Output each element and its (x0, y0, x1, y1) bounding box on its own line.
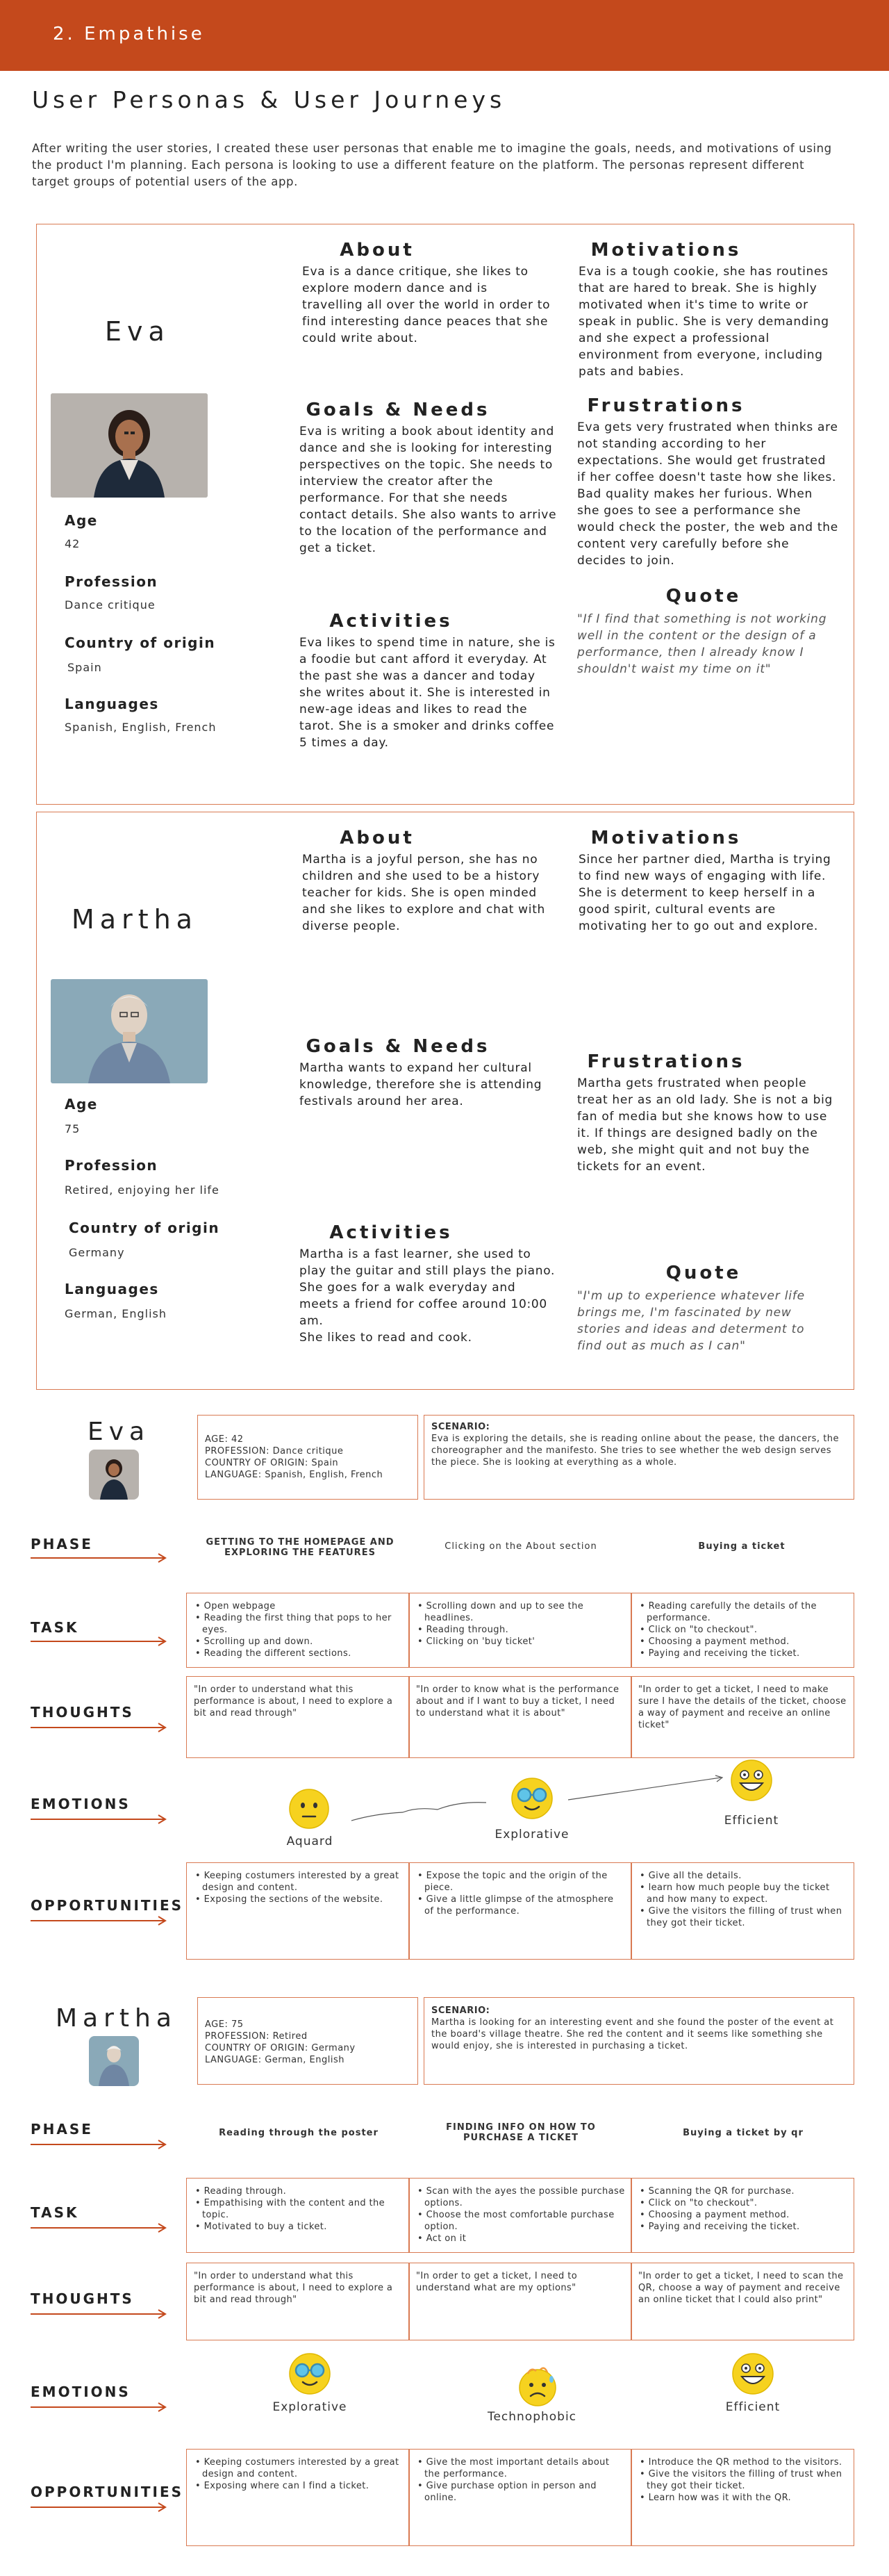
task-cell (631, 1593, 854, 1668)
country-label: Country of origin (69, 1220, 220, 1236)
list-item: • Act on it (417, 2233, 626, 2245)
arrow-right-icon (31, 1915, 167, 1926)
info-profession: PROFESSION: Dance critique (205, 1446, 344, 1457)
list-item: • learn how much people buy the ticket and how many to expect. (640, 1882, 848, 1905)
opportunities-label: OPPORTUNITIES (31, 1897, 184, 1914)
list-item: • Choosing a payment method. (640, 1636, 848, 1648)
list-item: • Click on "to checkout". (640, 2197, 848, 2209)
list-item: • Give the visitors the filling of trust when they got their ticket. (640, 1905, 848, 1929)
emotions-label: EMOTIONS (31, 1796, 131, 1812)
info-age: AGE: 42 (205, 1434, 244, 1445)
task-cell (408, 1593, 632, 1668)
list-item: • Choosing a payment method. (640, 2209, 848, 2221)
list-item: • Scan with the ayes the possible purchase options. (417, 2185, 626, 2209)
phase-label: PHASE (31, 2121, 93, 2138)
emotion-label: Explorative (495, 1828, 570, 1841)
info-country: COUNTRY OF ORIGIN: Spain (205, 1458, 339, 1468)
section-title: 2. Empathise (53, 24, 205, 44)
list-item: • Scanning the QR for purchase. (640, 2185, 848, 2197)
list-item: • Exposing where can I find a ticket. (195, 2480, 404, 2492)
scenario-text: Martha is looking for an interesting event and she found the poster of the event at the board's village theatre. She red the content and it seems like something she would enjoy, she is interested in purchasing a ticket. (431, 2017, 834, 2051)
list-item: • Clicking on 'buy ticket' (417, 1636, 626, 1648)
scenario-title: SCENARIO: (431, 2005, 490, 2016)
activities-heading: Activities (329, 1222, 453, 1243)
quote-heading: Quote (665, 586, 742, 607)
task-cell (186, 2178, 410, 2253)
motivations-text: Eva is a tough cookie, she has routines that are hared to break. She is highly motivated when it's time to write or speak in public. She is very demanding and she expect a professional environment from everyone, including pats and babies. (579, 265, 829, 379)
emotion-label: Efficient (724, 1814, 779, 1828)
arrow-right-icon (31, 1636, 167, 1647)
activities-heading: Activities (329, 611, 453, 632)
goals-text: Eva is writing a book about identity and dance and she is looking for interesting perspectives on the topic. She needs to interview the creator after the performance. For that she needs contact details. She also wants to arrive to the location of the performance and get a ticket. (299, 425, 557, 555)
task-label: TASK (31, 2204, 79, 2221)
arrow-right-icon (31, 1552, 167, 1564)
task-cell (631, 2178, 854, 2253)
page-title: User Personas & User Journeys (32, 86, 506, 113)
task-label: TASK (31, 1619, 79, 1636)
list-item: • Empathising with the content and the topic. (195, 2197, 404, 2221)
list-item: • Give the visitors the filling of trust when they got their ticket. (640, 2468, 848, 2492)
list-item: • Give purchase option in person and online. (417, 2480, 626, 2504)
goals-text: Martha wants to expand her cultural knowledge, therefore she is attending festivals around her area. (299, 1061, 542, 1108)
emotion-curve (347, 1771, 736, 1826)
motivations-text: Since her partner died, Martha is trying to find new ways of engaging with life. She is determent to keep herself in a good spirit, cultural events are motivating her to go out and explore. (579, 853, 831, 933)
scenario-box (424, 1997, 854, 2085)
list-item: • Reading carefully the details of the performance. (640, 1600, 848, 1624)
avatar (89, 2036, 139, 2086)
activities-text: Martha is a fast learner, she used to play the guitar and still plays the piano. She goes for a walk everyday and meets a friend for coffee around 10:00 am. She likes to read and cook. (299, 1247, 556, 1345)
phase-title: FINDING INFO ON HOW TO PURCHASE A TICKET (446, 2122, 596, 2143)
country-value: Spain (67, 661, 102, 674)
persona-photo (51, 979, 208, 1083)
country-value: Germany (69, 1246, 125, 1259)
journey-persona-name: Martha (56, 2004, 177, 2033)
thought-text: "In order to get a ticket, I need to make sure I have the details of the ticket, choose a way of payment and receive an online ticket" (638, 1684, 847, 1730)
thought-cell (186, 1676, 410, 1758)
persona-info-box (197, 1415, 418, 1500)
section-header (0, 0, 889, 71)
info-language: LANGUAGE: German, English (205, 2055, 344, 2065)
task-cell (186, 1593, 410, 1668)
thought-cell (631, 2263, 854, 2340)
info-language: LANGUAGE: Spanish, English, French (205, 1470, 383, 1480)
list-item: • Give the most important details about the performance. (417, 2456, 626, 2480)
list-item: • Give all the details. (640, 1870, 848, 1882)
arrow-right-icon (31, 2402, 167, 2413)
profession-value: Dance critique (65, 598, 156, 612)
persona-photo (51, 393, 208, 498)
list-item: • Scrolling up and down. (195, 1636, 404, 1648)
emotion-label: Explorative (272, 2400, 347, 2414)
phase-title: Reading through the poster (219, 2128, 379, 2138)
thought-cell (408, 1676, 632, 1758)
thought-cell (631, 1676, 854, 1758)
thought-text: "In order to understand what this performance is about, I need to explore a bit and read through" (194, 1684, 393, 1718)
thought-cell (186, 2263, 410, 2340)
emotion-label: Aquard (286, 1835, 333, 1848)
scenario-title: SCENARIO: (431, 1422, 490, 1432)
list-item: • Paying and receiving the ticket. (640, 1648, 848, 1659)
languages-label: Languages (65, 1281, 159, 1297)
list-item: • Scrolling down and up to see the headlines. (417, 1600, 626, 1624)
languages-value: German, English (65, 1307, 167, 1320)
worried-face-icon (515, 2364, 560, 2409)
list-item: • Give a little glimpse of the atmosphere of the performance. (417, 1894, 626, 1917)
frustrations-text: Eva gets very frustrated when thinks are not standing according to her expectations. She would get frustrated if her coffee doesn't taste how she likes. Bad quality makes her furious. When she goes to see a performance she would check the poster, the web and the content very carefully before she decides to join. (577, 420, 838, 568)
list-item: • Reading through. (417, 1624, 626, 1636)
scenario-text: Eva is exploring the details, she is reading online about the pease, the dancers, the choreographer and the manifesto. She tries to see whether the web design serves the piece. She is looking at everything as a whole. (431, 1434, 840, 1468)
opportunity-cell (631, 2449, 854, 2546)
arrow-right-icon (31, 1722, 167, 1733)
languages-label: Languages (65, 696, 159, 712)
about-text: Martha is a joyful person, she has no children and she used to be a history teacher for kids. She is open minded and she likes to explore and chat with diverse people. (302, 853, 546, 933)
arrow-right-icon (31, 2222, 167, 2233)
persona-card-martha (36, 812, 854, 1390)
age-label: Age (65, 1096, 98, 1113)
about-heading: About (340, 828, 415, 848)
list-item: • Reading through. (195, 2185, 404, 2197)
list-item: • Click on "to checkout". (640, 1624, 848, 1636)
phase-title: GETTING TO THE HOMEPAGE AND EXPLORING THE FEATURES (206, 1537, 394, 1558)
list-item: • Motivated to buy a ticket. (195, 2221, 404, 2233)
thought-text: "In order to know what is the performance about and if I want to buy a ticket, I need to understand what it is about" (416, 1684, 620, 1718)
arrow-right-icon (31, 2502, 167, 2513)
profession-value: Retired, enjoying her life (65, 1183, 219, 1197)
phase-title: Buying a ticket (698, 1541, 786, 1552)
age-value: 75 (65, 1122, 81, 1135)
scenario-box (424, 1415, 854, 1500)
emotion-label: Efficient (725, 2400, 781, 2414)
goals-heading: Goals & Needs (306, 1036, 490, 1057)
emotion-label: Technophobic (487, 2410, 577, 2424)
list-item: • Expose the topic and the origin of the piece. (417, 1870, 626, 1894)
task-cell (408, 2178, 632, 2253)
quote-heading: Quote (665, 1263, 742, 1283)
emotions-label: EMOTIONS (31, 2384, 131, 2400)
country-label: Country of origin (65, 634, 216, 651)
list-item: • Choose the most comfortable purchase option. (417, 2209, 626, 2233)
neutral-face-icon (288, 1787, 331, 1830)
persona-info-box (197, 1997, 418, 2085)
list-item: • Open webpage (195, 1600, 404, 1612)
thought-cell (408, 2263, 632, 2340)
languages-value: Spanish, English, French (65, 721, 217, 734)
arrow-right-icon (31, 1814, 167, 1825)
opportunity-cell (186, 2449, 410, 2546)
thoughts-label: THOUGHTS (31, 2290, 134, 2307)
profession-label: Profession (65, 1157, 158, 1174)
opportunity-cell (408, 2449, 632, 2546)
info-age: AGE: 75 (205, 2019, 244, 2030)
thought-text: "In order to get a ticket, I need to understand what are my options" (416, 2271, 578, 2293)
intro-text: After writing the user stories, I created these user personas that enable me to imagine the goals, needs, and motivations of using the product I'm planning. Each persona is looking to use a different feature on the platform. The personas represent different target groups of potential users of the app. (32, 142, 832, 188)
age-label: Age (65, 512, 98, 529)
thoughts-label: THOUGHTS (31, 1704, 134, 1721)
phase-title: Clicking on the About section (444, 1541, 597, 1552)
frustrations-text: Martha gets frustrated when people treat her as an old lady. She is not a big fan of media but she knows how to use it. If things are designed badly on the web, she might quit and not buy the tickets for an event. (577, 1076, 833, 1174)
persona-name: Eva (105, 316, 170, 347)
list-item: • Keeping costumers interested by a great design and content. (195, 2456, 404, 2480)
list-item: • Introduce the QR method to the visitors. (640, 2456, 848, 2468)
info-country: COUNTRY OF ORIGIN: Germany (205, 2043, 356, 2053)
thought-text: "In order to get a ticket, I need to scan the QR, choose a way of payment and receive an online ticket that I could also print" (638, 2271, 844, 2305)
list-item: • Exposing the sections of the website. (195, 1894, 404, 1905)
persona-name: Martha (72, 904, 198, 935)
opportunity-cell (186, 1862, 410, 1960)
arrow-right-icon (31, 2139, 167, 2150)
avatar (89, 1450, 139, 1500)
age-value: 42 (65, 537, 81, 550)
frustrations-heading: Frustrations (587, 1051, 745, 1072)
journey-persona-name: Eva (88, 1418, 151, 1446)
motivations-heading: Motivations (590, 828, 742, 848)
list-item: • Keeping costumers interested by a great design and content. (195, 1870, 404, 1894)
opportunities-label: OPPORTUNITIES (31, 2484, 184, 2500)
activities-text: Eva likes to spend time in nature, she is a foodie but cant afford it everyday. At the past she was a dancer and today she writes about it. She is interested in new-age ideas and likes to read the tarot. She is a smoker and drinks coffee 5 times a day. (299, 636, 556, 750)
goggles-face-icon (288, 2352, 332, 2396)
profession-label: Profession (65, 573, 158, 590)
list-item: • Learn how was it with the QR. (640, 2492, 848, 2504)
list-item: • Paying and receiving the ticket. (640, 2221, 848, 2233)
opportunity-cell (408, 1862, 632, 1960)
thought-text: "In order to understand what this performance is about, I need to explore a bit and read through" (194, 2271, 393, 2305)
about-text: Eva is a dance critique, she likes to explore modern dance and is travelling all over the world in order to find interesting dance peaces that she could write about. (302, 265, 551, 345)
grinning-face-icon (731, 2352, 775, 2396)
persona-card-eva (36, 224, 854, 805)
about-heading: About (340, 240, 415, 261)
quote-text: "If I find that something is not working well in the content or the design of a performance, then I already know I shouldn't waist my time on it" (577, 612, 827, 676)
list-item: • Reading the first thing that pops to her eyes. (195, 1612, 404, 1636)
arrow-right-icon (31, 2308, 167, 2320)
quote-text: "I'm up to experience whatever life brings me, I'm fascinated by new stories and ideas and determent to find out as much as I can" (577, 1289, 805, 1353)
opportunity-cell (631, 1862, 854, 1960)
info-profession: PROFESSION: Retired (205, 2031, 308, 2042)
list-item: • Reading the different sections. (195, 1648, 404, 1659)
phase-title: Buying a ticket by qr (683, 2128, 804, 2138)
goals-heading: Goals & Needs (306, 400, 490, 420)
motivations-heading: Motivations (590, 240, 742, 261)
frustrations-heading: Frustrations (587, 395, 745, 416)
phase-label: PHASE (31, 1536, 93, 1552)
